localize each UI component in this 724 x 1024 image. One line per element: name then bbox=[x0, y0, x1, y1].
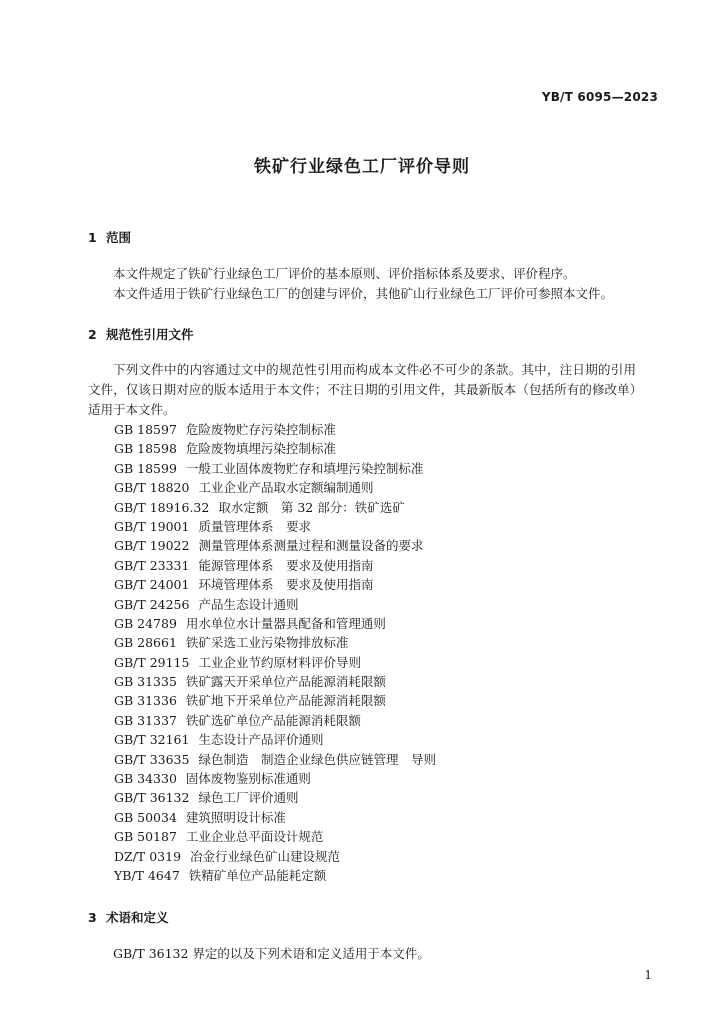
reference-item bbox=[114, 536, 436, 555]
section-heading-normative-references bbox=[88, 325, 194, 343]
reference-item bbox=[114, 788, 436, 807]
reference-title: 取水定额 第 32 部分：铁矿选矿 bbox=[218, 499, 405, 515]
section-number: 3 bbox=[88, 910, 97, 925]
reference-code: GB/T 19022 bbox=[114, 538, 190, 554]
reference-item bbox=[114, 614, 436, 633]
reference-title: 工业企业产品取水定额编制通则 bbox=[198, 480, 374, 496]
reference-title: 固体废物鉴别标准通则 bbox=[185, 771, 311, 787]
section-heading-terms-and-definitions bbox=[88, 908, 169, 926]
terms-paragraph: GB/T 36132 界定的以及下列术语和定义适用于本文件。 bbox=[113, 946, 430, 961]
reference-title: 危险废物填埋污染控制标准 bbox=[185, 441, 336, 457]
section-heading-scope bbox=[88, 228, 131, 246]
section-number: 1 bbox=[88, 230, 97, 245]
reference-code: GB/T 18820 bbox=[114, 480, 190, 496]
reference-title: 铁矿露天开采单位产品能源消耗限额 bbox=[185, 674, 386, 690]
reference-title: 环境管理体系 要求及使用指南 bbox=[198, 577, 374, 593]
page-number: 1 bbox=[644, 968, 652, 982]
references-intro-paragraph: 下列文件中的内容通过文中的规范性引用而构成本文件必不可少的条款。其中，注日期的引用文件，仅该日期对应的版本适用于本文件；不注日期的引用文件，其最新版本（包括所有的修改单）适用于本文件。 bbox=[88, 362, 636, 417]
reference-code: GB 31337 bbox=[114, 712, 177, 728]
reference-code: DZ/T 0319 bbox=[114, 848, 182, 864]
reference-code: GB/T 33635 bbox=[114, 751, 190, 767]
reference-item bbox=[114, 653, 436, 672]
section-title: 范围 bbox=[106, 230, 132, 245]
reference-item bbox=[114, 711, 436, 730]
reference-title: 用水单位水计量器具配备和管理通则 bbox=[185, 615, 386, 631]
reference-code: GB 24789 bbox=[114, 615, 177, 631]
reference-item bbox=[114, 847, 436, 866]
reference-code: GB/T 19001 bbox=[114, 518, 190, 534]
reference-item bbox=[114, 730, 436, 749]
reference-title: 铁矿地下开采单位产品能源消耗限额 bbox=[185, 693, 386, 709]
section-title: 术语和定义 bbox=[106, 910, 169, 925]
reference-title: 工业企业总平面设计规范 bbox=[185, 829, 324, 845]
reference-item bbox=[114, 827, 436, 846]
reference-code: GB/T 18916.32 bbox=[114, 499, 210, 515]
reference-title: 质量管理体系 要求 bbox=[198, 518, 311, 534]
reference-title: 生态设计产品评价通则 bbox=[198, 732, 324, 748]
reference-item bbox=[114, 691, 436, 710]
reference-title: 绿色制造 制造企业绿色供应链管理 导则 bbox=[198, 751, 436, 767]
reference-item bbox=[114, 672, 436, 691]
reference-title: 铁矿采选工业污染物排放标准 bbox=[185, 635, 349, 651]
reference-code: GB 31335 bbox=[114, 674, 177, 690]
reference-item bbox=[114, 556, 436, 575]
reference-code: GB 50187 bbox=[114, 829, 177, 845]
reference-title: 测量管理体系测量过程和测量设备的要求 bbox=[198, 538, 424, 554]
reference-title: 能源管理体系 要求及使用指南 bbox=[198, 557, 374, 573]
reference-code: GB 18598 bbox=[114, 441, 177, 457]
section-number: 2 bbox=[88, 327, 97, 342]
reference-title: 产品生态设计通则 bbox=[198, 596, 299, 612]
reference-item bbox=[114, 575, 436, 594]
reference-code: GB/T 36132 bbox=[114, 790, 190, 806]
reference-item bbox=[114, 459, 436, 478]
reference-code: GB/T 32161 bbox=[114, 732, 190, 748]
reference-list bbox=[114, 420, 436, 885]
reference-code: GB 18597 bbox=[114, 422, 177, 437]
reference-item bbox=[114, 517, 436, 536]
reference-code: GB/T 29115 bbox=[114, 654, 190, 670]
reference-item bbox=[114, 498, 436, 517]
reference-code: GB 31336 bbox=[114, 693, 177, 709]
reference-code: GB/T 24001 bbox=[114, 577, 190, 593]
reference-code: GB/T 24256 bbox=[114, 596, 190, 612]
reference-title: 工业企业节约原材料评价导则 bbox=[198, 654, 361, 670]
scope-paragraph-1: 本文件规定了铁矿行业绿色工厂评价的基本原则、评价指标体系及要求、评价程序。 bbox=[113, 266, 576, 281]
reference-item bbox=[114, 866, 436, 885]
reference-code: GB 28661 bbox=[114, 635, 177, 651]
reference-title: 铁矿选矿单位产品能源消耗限额 bbox=[185, 712, 361, 728]
reference-item bbox=[114, 769, 436, 788]
reference-item bbox=[114, 439, 436, 458]
reference-item bbox=[114, 633, 436, 652]
reference-code: GB/T 23331 bbox=[114, 557, 190, 573]
reference-code: YB/T 4647 bbox=[114, 867, 180, 883]
document-title: 铁矿行业绿色工厂评价导则 bbox=[254, 157, 470, 177]
reference-title: 铁精矿单位产品能耗定额 bbox=[188, 867, 327, 883]
reference-item bbox=[114, 808, 436, 827]
reference-title: 一般工业固体废物贮存和填埋污染控制标准 bbox=[185, 460, 424, 476]
reference-code: GB 50034 bbox=[114, 809, 177, 825]
reference-title: 绿色工厂评价通则 bbox=[198, 790, 299, 806]
reference-item bbox=[114, 478, 436, 497]
reference-code: GB 18599 bbox=[114, 460, 177, 476]
standard-code: YB/T 6095—2023 bbox=[541, 90, 658, 104]
section-title: 规范性引用文件 bbox=[106, 327, 194, 342]
reference-item bbox=[114, 750, 436, 769]
reference-code: GB 34330 bbox=[114, 771, 177, 787]
reference-title: 建筑照明设计标准 bbox=[185, 809, 286, 825]
reference-title: 危险废物贮存污染控制标准 bbox=[185, 422, 336, 437]
reference-item bbox=[114, 420, 436, 439]
scope-paragraph-2: 本文件适用于铁矿行业绿色工厂的创建与评价，其他矿山行业绿色工厂评价可参照本文件。 bbox=[113, 286, 614, 301]
reference-item bbox=[114, 595, 436, 614]
reference-title: 冶金行业绿色矿山建设规范 bbox=[190, 848, 341, 864]
